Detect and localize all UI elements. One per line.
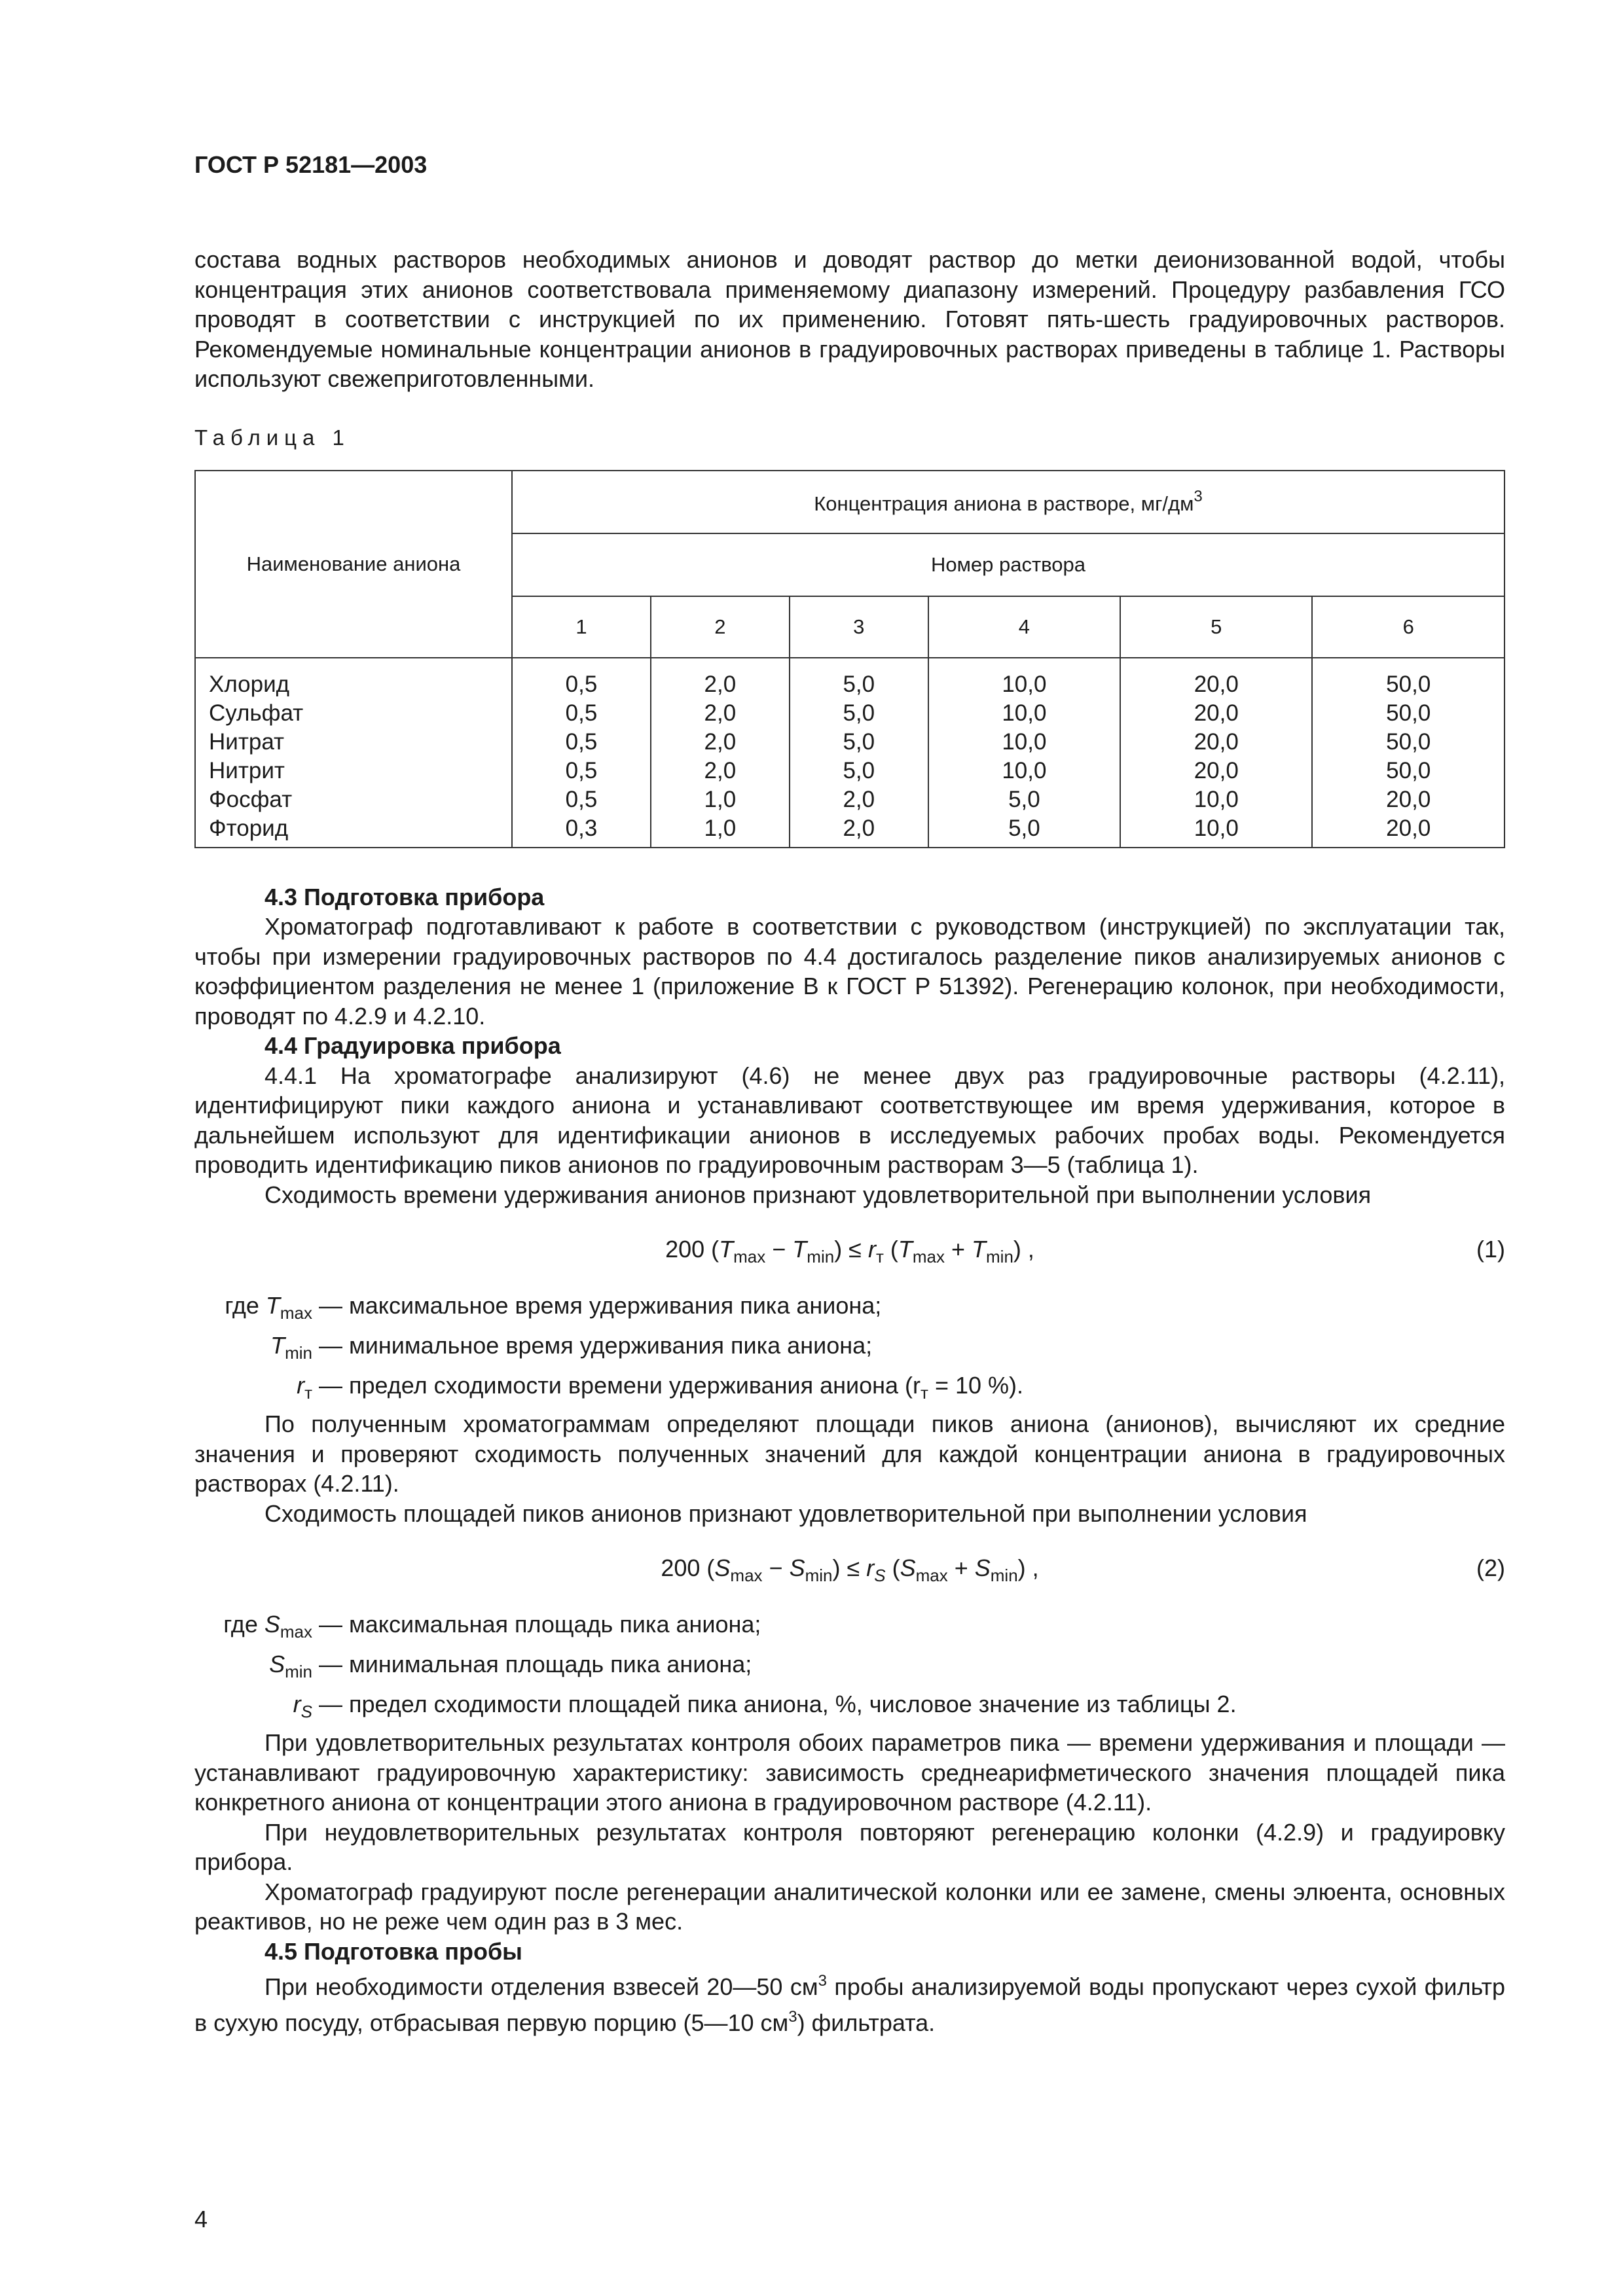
solution-2-values: 2,0 2,0 2,0 2,0 1,0 1,0 <box>651 658 790 848</box>
table-caption: Таблица 1 <box>194 425 350 450</box>
section-4-3-text: Хроматограф подготавливают к работе в соответствии с руководством (инструкцией) по эксплуатации так, чтобы при измерении градуировочных растворов по 4.4 достигалось разделение пиков анализируемых анионов с коэффициентом разделения не менее 1 (приложение В к ГОСТ Р 51392). Регенерацию колонок, при необходимости, проводят по 4.2.9 и 4.2.10. <box>194 913 1505 1030</box>
anion-name-header: Наименование аниона <box>195 471 512 658</box>
solution-5-values: 20,0 20,0 20,0 20,0 10,0 10,0 <box>1120 658 1312 848</box>
legend-row: $T_{min}$ — минимальное время удерживания пика аниона; <box>270 1332 873 1363</box>
formula-2-expression: 200 $(S_{max} - S_{min}) \le r_S$ $(S_{max} + S_{min})$ , <box>661 1554 1039 1585</box>
formula-1-number: (1) <box>1476 1236 1505 1263</box>
page-number: 4 <box>194 2206 208 2233</box>
legend-row: где $S_{max}$ — максимальная площадь пика аниона; <box>223 1611 761 1641</box>
solution-6-values: 50,0 50,0 50,0 50,0 20,0 20,0 <box>1312 658 1504 848</box>
solution-number: 4 <box>928 596 1120 658</box>
peak-area-text: По полученным хроматограммам определяют площади пиков аниона (анионов), вычисляют их средние значения и проверяют сходимость полученных значений для каждой концентрации аниона в градуировочных растворах (4.2.11). <box>194 1410 1505 1497</box>
solution-number: 3 <box>790 596 928 658</box>
formula-2-legend <box>194 1608 1505 1728</box>
intro-paragraph: состава водных растворов необходимых анионов и доводят раствор до метки деионизованной водой, чтобы концентрация этих анионов соответствовала применяемому диапазону измерений. Процедуру разбавления ГСО проводят в соответствии с инструкцией по их применению. Готовят пять-шесть градуировочных растворов. Рекомендуемые номинальные концентрации анионов в градуировочных растворах приведены в таблице 1. Растворы используют свежеприготовленными. <box>194 246 1505 392</box>
formula-2 <box>194 1549 1505 1592</box>
solution-number: 1 <box>512 596 651 658</box>
solution-number: 2 <box>651 596 790 658</box>
concentration-header: Концентрация аниона в растворе, $мг/дм^3$ <box>512 471 1504 533</box>
formula-1-legend <box>194 1289 1505 1409</box>
anion-name: Нитрит <box>209 757 285 783</box>
anion-name: Фосфат <box>209 786 293 812</box>
formula-1 <box>194 1230 1505 1274</box>
section-4-5-text: При необходимости отделения взвесей 20—50 $см^3$ пробы анализируемой воды пропускают через сухой фильтр в сухую посуду, отбрасывая первую порцию (5—10 $см^3$) фильтрата. <box>194 1972 1505 2036</box>
solution-1-values: 0,5 0,5 0,5 0,5 0,5 0,3 <box>512 658 651 848</box>
document-header: ГОСТ Р 52181—2003 <box>194 151 428 178</box>
unsatisfactory-results-text: При неудовлетворительных результатах контроля повторяют регенерацию колонки (4.2.9) и градуировку прибора. <box>194 1818 1505 1875</box>
anion-name: Хлорид <box>209 671 290 697</box>
legend-row: $r_S$ — предел сходимости площадей пика аниона, %, числовое значение из таблицы 2. <box>293 1691 1237 1721</box>
section-4-3-title: 4.3 Подготовка прибора <box>264 883 545 910</box>
anion-name: Нитрат <box>209 728 285 755</box>
legend-row: $r_т$ — предел сходимости времени удерживания аниона ($r_т = 10$ %). <box>297 1372 1024 1403</box>
recalibration-text: Хроматограф градуируют после регенерации аналитической колонки или ее замене, смены элюента, основных реактивов, но не реже чем один раз в 3 мес. <box>194 1878 1505 1935</box>
legend-row: где $T_{max}$ — максимальное время удерживания пика аниона; <box>225 1292 882 1323</box>
area-condition-text: Сходимость площадей пиков анионов признают удовлетворительной при выполнении условия <box>264 1499 1307 1527</box>
anion-concentration-table <box>194 470 1505 848</box>
anion-names-cell <box>195 658 512 848</box>
solution-3-values: 5,0 5,0 5,0 5,0 2,0 2,0 <box>790 658 928 848</box>
formula-2-number: (2) <box>1476 1554 1505 1581</box>
calibration-characteristic-text: При удовлетворительных результатах контроля обоих параметров пика — времени удерживания и площади — устанавливают градуировочную характеристику: зависимость среднеарифметического значения площадей пика конкретного аниона от концентрации этого аниона в градуировочном растворе (4.2.11). <box>194 1729 1505 1816</box>
section-4-5-title: 4.5 Подготовка пробы <box>264 1937 522 1965</box>
section-4-4-title: 4.4 Градуировка прибора <box>264 1032 561 1059</box>
solution-number-header: Номер раствора <box>512 533 1504 596</box>
anion-name: Фторид <box>209 815 289 841</box>
formula-1-expression: 200 $(T_{max} - T_{min}) \le r_т$ $(T_{max} + T_{min})$ , <box>665 1236 1034 1266</box>
solution-number: 6 <box>1312 596 1504 658</box>
anion-name: Сульфат <box>209 700 304 726</box>
table-data-row <box>195 658 1504 848</box>
section-4-4-1-text: 4.4.1 На хроматографе анализируют (4.6) не менее двух раз градуировочные растворы (4.2.11), идентифицируют пики каждого аниона и устанавливают соответствующее им время удерживания, которое в дальнейшем используют для идентификации анионов в исследуемых рабочих пробах воды. Рекомендуется проводить идентификацию пиков анионов по градуировочным растворам 3—5 (таблица 1). <box>194 1062 1505 1178</box>
retention-condition-text: Сходимость времени удерживания анионов признают удовлетворительной при выполнении условия <box>264 1181 1372 1208</box>
legend-row: $S_{min}$ — минимальная площадь пика аниона; <box>269 1651 752 1681</box>
solution-4-values: 10,0 10,0 10,0 10,0 5,0 5,0 <box>928 658 1120 848</box>
document-page <box>194 151 1505 2037</box>
solution-number: 5 <box>1120 596 1312 658</box>
